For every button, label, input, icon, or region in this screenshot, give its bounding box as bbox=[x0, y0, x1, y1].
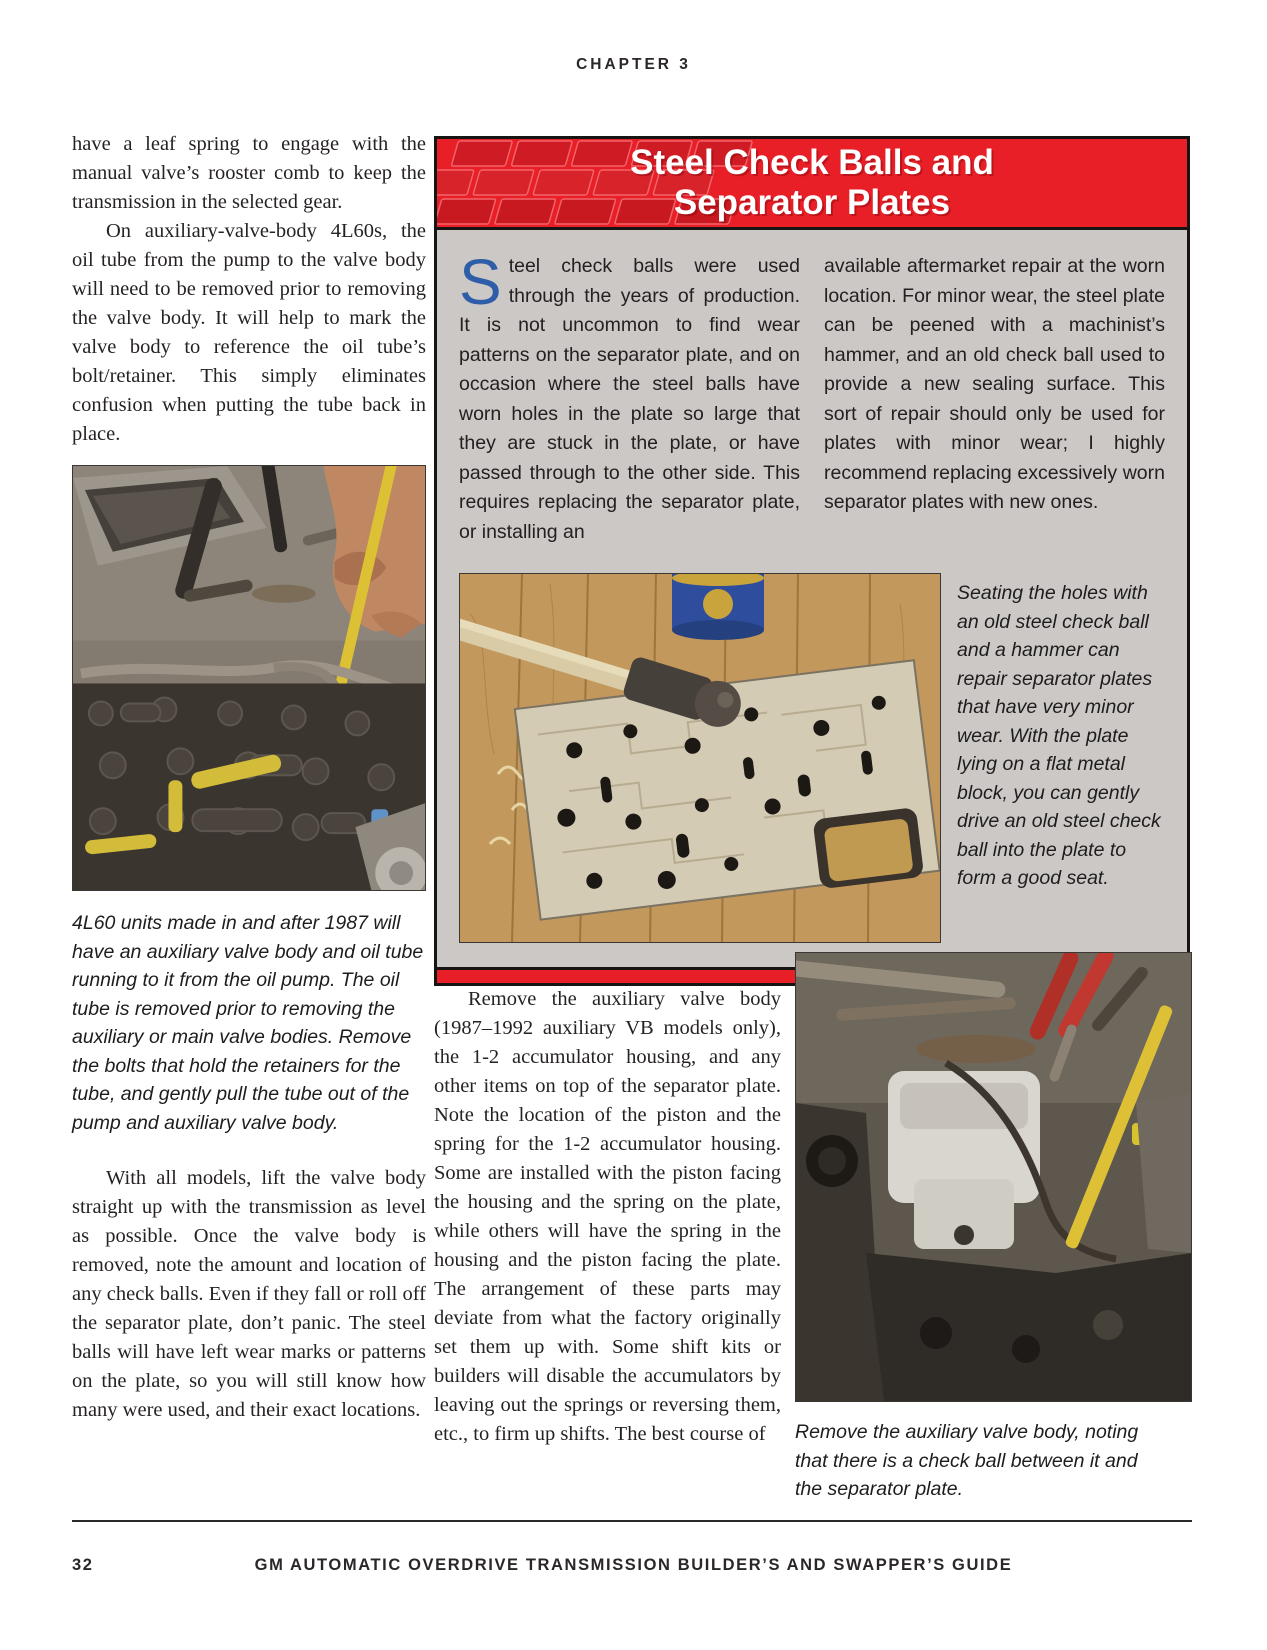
sidebar-photo-row bbox=[459, 573, 1165, 943]
right-photo-caption: Remove the auxiliary valve body, noting that there is a check ball between it and the separator plate. bbox=[795, 1421, 1139, 1500]
body-paragraph: have a leaf spring to engage with the manual valve’s rooster comb to keep the transmission in the selected gear. bbox=[72, 133, 426, 213]
valve-body-photo bbox=[72, 465, 426, 891]
middle-column bbox=[434, 985, 781, 1449]
chapter-header: CHAPTER 3 bbox=[576, 56, 691, 73]
auxiliary-valve-body-photo bbox=[795, 952, 1192, 1402]
sidebar-steel-check-balls bbox=[434, 136, 1190, 986]
footer-book-title: GM AUTOMATIC OVERDRIVE TRANSMISSION BUILDER’S AND SWAPPER’S GUIDE bbox=[254, 1556, 1013, 1574]
sidebar-column-2: available aftermarket repair at the worn location. For minor wear, the steel plate can be peened with a machinist’s hammer, and an old check ball used to provide a new sealing surface. This sort of repair should only be used for plates with minor wear; I highly recommend replacing excessively worn separator plates with new ones. bbox=[824, 255, 1165, 513]
footer bbox=[0, 1556, 1267, 1575]
sidebar-title-line-2: Separator Plates bbox=[673, 183, 951, 222]
sidebar-column-1 bbox=[459, 246, 800, 547]
sidebar-column-1-text: teel check balls were used through the years of production. It is not uncommon to find wear patterns on the separator plate, and on occasion where the steel balls have worn holes in the plate so large that they are stuck in the plate, or have passed through to the other side. This requires replacing the separator plate, or installing an bbox=[459, 255, 800, 543]
body-paragraph: Remove the auxiliary valve body (1987–1992 auxiliary VB models only), the 1-2 accumulator housing, and any other items on top of the separator plate. Note the location of the piston and the spring for the 1-2 accumulator housing. Some are installed with the piston facing the housing and the spring on the plate, while others will have the spring in the housing and the piston facing the plate. The arrangement of these parts may deviate from what the factory originally set them up with. Some shift kits or builders will disable the accumulators by leaving out the springs or reversing them, etc., to firm up shifts. The best course of bbox=[434, 988, 781, 1445]
sidebar-photo-caption: Seating the holes with an old steel check ball and a hammer can repair separator plates that have very minor wear. With the plate lying on a flat metal block, you can gently drive an old steel check ball into the plate to form a good seat. bbox=[957, 582, 1161, 889]
body-paragraph: With all models, lift the valve body straight up with the transmission as level as possible. Once the valve body is removed, note the amount and location of any check balls. Even if they fall or roll off the separator plate, don’t panic. The steel balls will have left wear marks or patterns on the plate, so you will still know how many were used, and their exact locations. bbox=[72, 1167, 426, 1421]
page-number: 32 bbox=[72, 1556, 94, 1574]
sidebar-title bbox=[437, 139, 1187, 223]
photo-caption: 4L60 units made in and after 1987 will have an auxiliary valve body and oil tube running to it from the oil pump. The oil tube is removed prior to removing the auxiliary or main valve bodies. Remove the bolts that hold the retainers for the tube, and gently pull the tube out of the pump and auxiliary valve body. bbox=[72, 912, 424, 1134]
hammer-separator-plate-photo bbox=[459, 573, 941, 943]
plate-cutout bbox=[813, 807, 925, 889]
sidebar-body bbox=[437, 230, 1187, 967]
drop-cap: S bbox=[459, 246, 502, 318]
right-photo-block bbox=[795, 952, 1192, 1504]
footer-rule bbox=[72, 1520, 1192, 1522]
sidebar-title-line-1: Steel Check Balls and bbox=[630, 143, 994, 182]
sidebar-banner bbox=[437, 139, 1187, 230]
left-column bbox=[72, 130, 426, 1425]
sidebar-columns bbox=[459, 246, 1165, 547]
body-paragraph: On auxiliary-valve-body 4L60s, the oil tube from the pump to the valve body will need to be removed prior to removing the valve body. It will help to mark the valve body to reference the oil tube’s bolt/retainer. This simply eliminates confusion when putting the tube back in place. bbox=[72, 220, 426, 445]
blue-can bbox=[672, 573, 764, 640]
